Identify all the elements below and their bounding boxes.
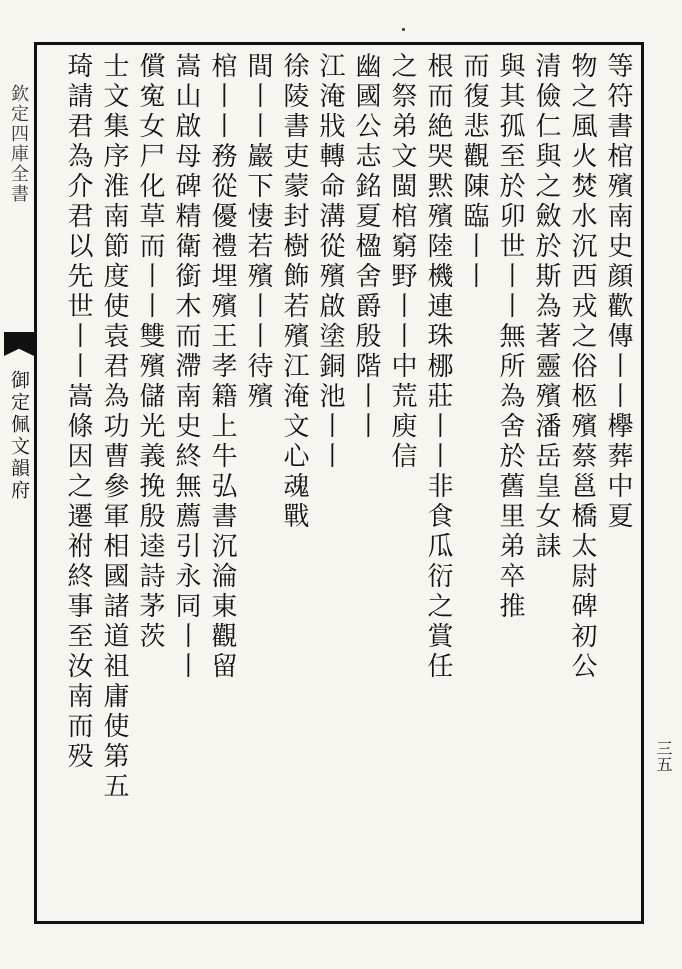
page-margin <box>0 40 34 924</box>
text-column: 而復悲觀陳臨丨丨 <box>459 52 489 292</box>
fish-tail-mark <box>4 332 34 356</box>
text-column: 間丨丨巖下悽若殯丨丨待殯 <box>243 52 273 412</box>
page-number: 三五 <box>654 740 673 772</box>
text-column: 物之風火焚水沉西戎之俗柩殯蔡邕橋太尉碑初公 <box>567 52 597 682</box>
ink-dot <box>402 28 405 31</box>
text-column: 等符書棺殯南史顔歡傳丨丨欅葬中夏 <box>603 52 633 532</box>
text-column: 士文集序淮南節度使袁君為功曹參軍相國諸道祖庸使第五 <box>99 52 129 802</box>
text-column: 幽國公志銘夏楹舍爵殷階丨丨 <box>351 52 381 442</box>
text-column: 與其孤至於卯世丨丨無所為舍於舊里弟卒推 <box>495 52 525 622</box>
text-column: 江淹戕轉命溝從殯啟塗銅池丨丨 <box>315 52 345 472</box>
text-column: 棺丨丨務從優禮埋殯王孝籍上牛弘書沉淪東觀留 <box>207 52 237 682</box>
margin-top-text: 欽定四庫全書 <box>8 84 29 204</box>
text-column: 琦請君為介君以先世丨丨嵩條因之遷祔終事至汝南而殁 <box>63 52 93 772</box>
text-column: 償寃女尸化草而丨丨雙殯儲光義挽殷逵詩茅茨 <box>135 52 165 652</box>
text-column: 徐陵書吏蒙封樹飾若殯江淹文心魂戰 <box>279 52 309 532</box>
text-column: 嵩山啟母碑精衛銜木而滯南史終無薦引永同丨丨 <box>171 52 201 682</box>
text-column: 之祭弟文閩棺窮野丨丨中荒庾信 <box>387 52 417 472</box>
text-column: 清儉仁與之斂於斯為著靈殯潘岳皇女誄 <box>531 52 561 562</box>
margin-book-title: 御定佩文韻府 <box>8 370 30 502</box>
text-column: 根而絶哭黙殯陸機連珠梛莊丨丨非食瓜衍之賞任 <box>423 52 453 682</box>
